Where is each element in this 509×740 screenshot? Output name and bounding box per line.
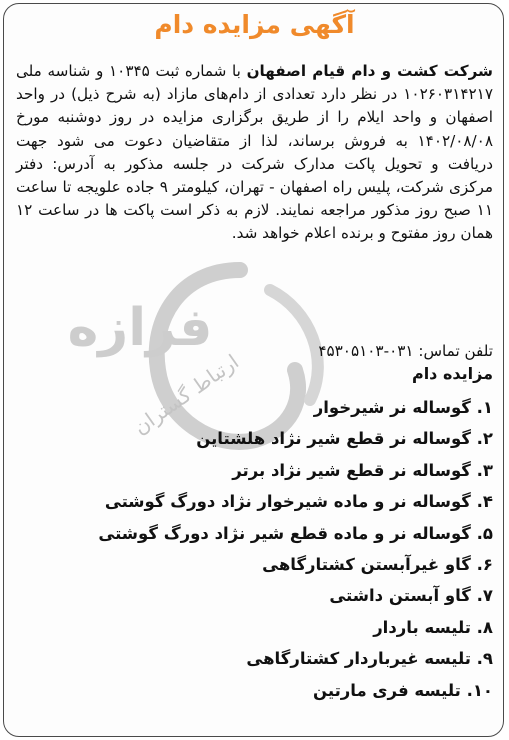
ad-body-text: با شماره ثبت ۱۰۳۴۵ و شناسه ملی ۱۰۲۶۰۳۱۴۲۱۷ در نظر دارد تعدادی از دام‌های مازاد (به شرح ذیل) در واحد اصفهان و واحد ایلام را از طریق برگزاری مزایده در روز دوشنبه مورخ ۱۴۰۲/۰۸/۰۸ به فروش برساند، لذا از متقاضیان دعوت می شود جهت دریافت و تحویل پاکت مدارک شرکت در جلسه مذکور به آدرس: دفتر مرکزی شرکت، پلیس راه اصفهان - تهران، کیلومتر ۹ جاده علویجه تا ساعت ۱۱ صبح روز مذکور مراجعه نمایند. لازم به ذکر است پاکت ها در ساعت ۱۲ همان روز مفتوح و برنده اعلام خواهد شد. bbox=[16, 62, 493, 243]
list-item: ۱. گوساله نر شیرخوار bbox=[313, 398, 493, 417]
watermark-sub: ارتباط گستران bbox=[128, 349, 244, 440]
list-item: ۸. تلیسه باردار bbox=[373, 617, 493, 637]
contact-phone: تلفن تماس: ۰۳۱-۴۵۳۰۵۱۰۳ bbox=[318, 342, 493, 360]
list-title: مزایده دام bbox=[411, 364, 493, 383]
list-item: ۹. تلیسه غیرباردار کشتارگاهی bbox=[246, 649, 493, 669]
list-item: ۴. گوساله نر و ماده شیرخوار نژاد دورگ گوشتی bbox=[104, 492, 493, 512]
list-item: ۶. گاو غیرآبستن کشتارگاهی bbox=[262, 554, 493, 574]
ad-body bbox=[16, 60, 493, 246]
list-item: ۷. گاو آبستن داشتی bbox=[329, 586, 493, 606]
watermark-name: فرازه bbox=[67, 298, 213, 358]
livestock-list bbox=[23, 392, 493, 706]
list-item: ۳. گوساله نر قطع شیر نژاد برتر bbox=[232, 460, 493, 480]
list-item: ۲. گوساله نر قطع شیر نژاد هلشتاین bbox=[196, 429, 493, 449]
list-item: ۱۰. تلیسه فری مارتین bbox=[313, 680, 493, 700]
list-item: ۵. گوساله نر و ماده قطع شیر نژاد دورگ گوشتی bbox=[98, 523, 493, 543]
company-name: شرکت کشت و دام قیام اصفهان bbox=[246, 62, 493, 80]
ad-title: آگهی مزایده دام bbox=[154, 10, 355, 39]
